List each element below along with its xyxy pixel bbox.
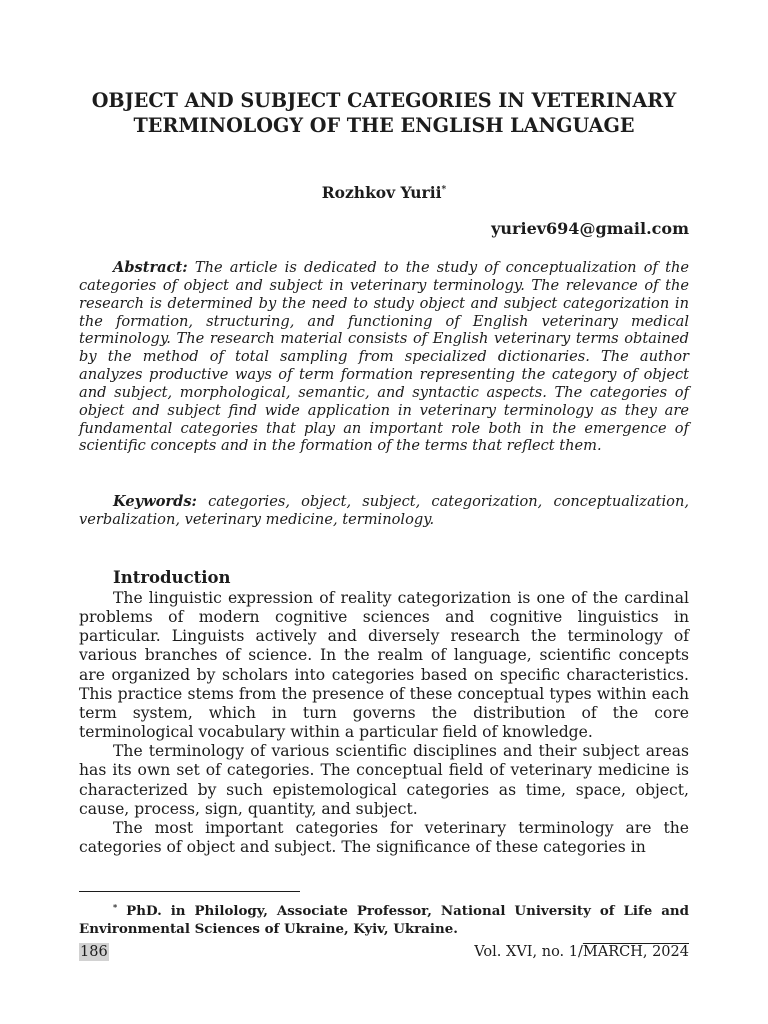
abstract (79, 259, 689, 455)
page-number: 186 (80, 944, 108, 960)
footnote-mark: * (113, 902, 118, 912)
footnote-text: PhD. in Philology, Associate Professor, National University of Life and Environmental Sciences of Ukraine, Kyiv, Ukraine. (79, 903, 689, 937)
abstract-text: The article is dedicated to the study of conceptualization of the categories of object and subject in veterinary terminology. The relevance of the research is determined by the need to study object and subject categorization in the formation, structuring, and functioning of English veterinary medical terminology. The research material consists of English veterinary terms obtained by the method of total sampling from specialized dictionaries. The author analyzes productive ways of term formation representing the category of object and subject, morphological, semantic, and syntactic aspects. The categories of object and subject find wide application in veterinary terminology as they are fundamental categories that play an important role both in the emergence of scientific concepts and in the formation of the terms that reflect them. (79, 259, 690, 455)
keywords (79, 493, 689, 529)
body-paragraph: The terminology of various scientific disciplines and their subject areas has its own set of categories. The conceptual field of veterinary medicine is characterized by such epistemological categories as time, space, object, cause, process, sign, quantity, and subject. (79, 742, 689, 818)
paper-page (79, 0, 689, 1024)
body-paragraph: The linguistic expression of reality categorization is one of the cardinal problems of modern cognitive sciences and cognitive linguistics in particular. Linguists actively and diversely research the terminology of various branches of science. In the realm of language, scientific concepts are organized by scholars into categories based on specific characteristics. This practice stems from the presence of these conceptual types within each term system, which in turn governs the distribution of the core terminological vocabulary within a particular field of knowledge. (79, 589, 689, 742)
section-heading-introduction: Introduction (113, 568, 231, 587)
abstract-label: Abstract: (113, 259, 188, 276)
author-footnote-mark: * (441, 185, 447, 195)
keywords-text: categories, object, subject, categorization, conceptualization, verbalization, veterinary medicine, terminology. (79, 493, 690, 528)
introduction-body (79, 589, 689, 857)
article-title: OBJECT AND SUBJECT CATEGORIES IN VETERINARY TERMINOLOGY OF THE ENGLISH LANGUAGE (91, 89, 677, 137)
author-line (79, 180, 689, 203)
author-email: yuriev694@gmail.com (491, 219, 689, 238)
journal-issue-info (474, 943, 689, 961)
journal-issue-date: MARCH, 2024 (582, 944, 689, 960)
footnote-divider (79, 891, 300, 892)
author-name: Rozhkov Yurii (321, 183, 442, 202)
author-footnote (79, 899, 689, 938)
journal-volume-issue: Vol. XVI, no. 1/ (474, 944, 583, 960)
body-paragraph: The most important categories for veterinary terminology are the categories of object and subject. The significance of these categories in (79, 818, 689, 857)
keywords-label: Keywords: (113, 493, 197, 510)
